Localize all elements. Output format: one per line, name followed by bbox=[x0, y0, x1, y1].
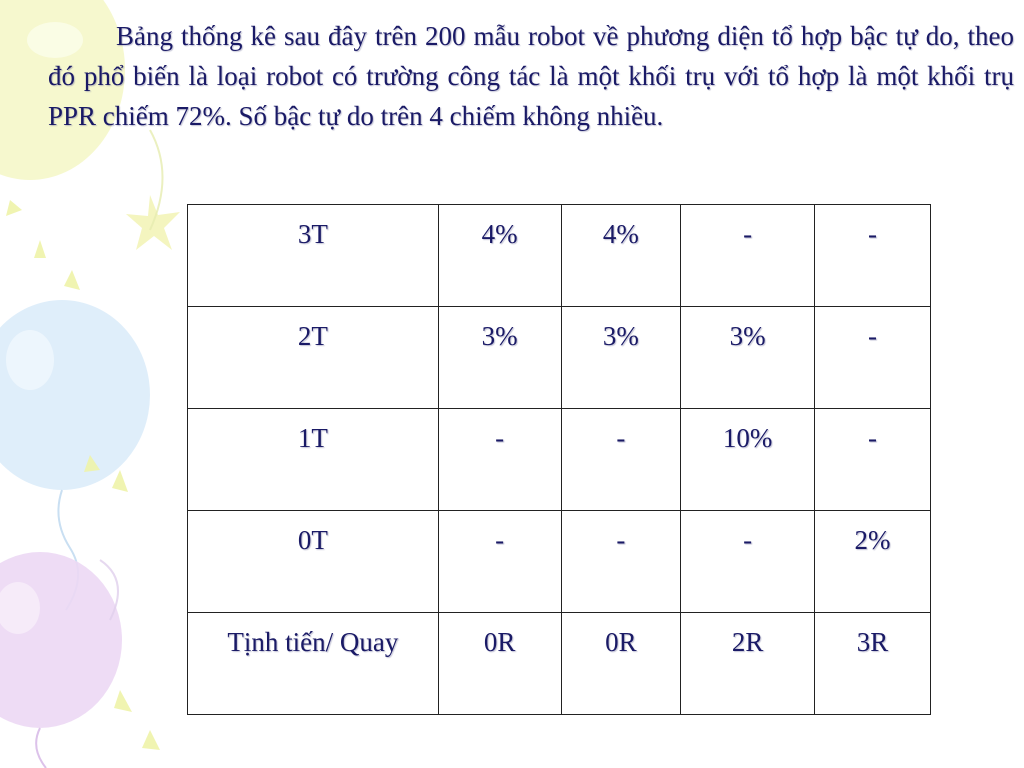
table-cell: - bbox=[815, 409, 931, 511]
table-row bbox=[188, 205, 931, 307]
table-cell: - bbox=[681, 205, 815, 307]
table-cell: - bbox=[681, 511, 815, 613]
table-cell: 3R bbox=[815, 613, 931, 715]
table-cell: 3% bbox=[438, 307, 561, 409]
table-cell: 3% bbox=[681, 307, 815, 409]
row-label-cell: 3T bbox=[188, 205, 439, 307]
intro-paragraph: Bảng thống kê sau đây trên 200 mẫu robot về phương diện tổ hợp bậc tự do, theo đó phổ biến là loại robot có trường công tác là một khối trụ với tổ hợp là một khối trụ PPR chiếm 72%. Số bậc tự do trên 4 chiếm không nhiều. bbox=[48, 21, 1014, 131]
table-cell: 0R bbox=[561, 613, 681, 715]
table-row bbox=[188, 511, 931, 613]
table-row bbox=[188, 613, 931, 715]
table-cell: - bbox=[815, 307, 931, 409]
table-cell: 2R bbox=[681, 613, 815, 715]
degrees-of-freedom-table bbox=[187, 204, 931, 715]
row-label-cell: Tịnh tiến/ Quay bbox=[188, 613, 439, 715]
table-cell: 3% bbox=[561, 307, 681, 409]
table-cell: 10% bbox=[681, 409, 815, 511]
table-cell: - bbox=[561, 409, 681, 511]
table-cell: 2% bbox=[815, 511, 931, 613]
row-label-cell: 1T bbox=[188, 409, 439, 511]
table-cell: - bbox=[815, 205, 931, 307]
table-cell: - bbox=[561, 511, 681, 613]
purple-balloon-icon bbox=[0, 552, 122, 728]
table-cell: 4% bbox=[438, 205, 561, 307]
table-cell: 0R bbox=[438, 613, 561, 715]
table-cell: 4% bbox=[561, 205, 681, 307]
table-row bbox=[188, 307, 931, 409]
table-row bbox=[188, 409, 931, 511]
row-label-cell: 0T bbox=[188, 511, 439, 613]
table-cell: - bbox=[438, 409, 561, 511]
table-cell: - bbox=[438, 511, 561, 613]
row-label-cell: 2T bbox=[188, 307, 439, 409]
blue-balloon-icon bbox=[0, 300, 150, 490]
